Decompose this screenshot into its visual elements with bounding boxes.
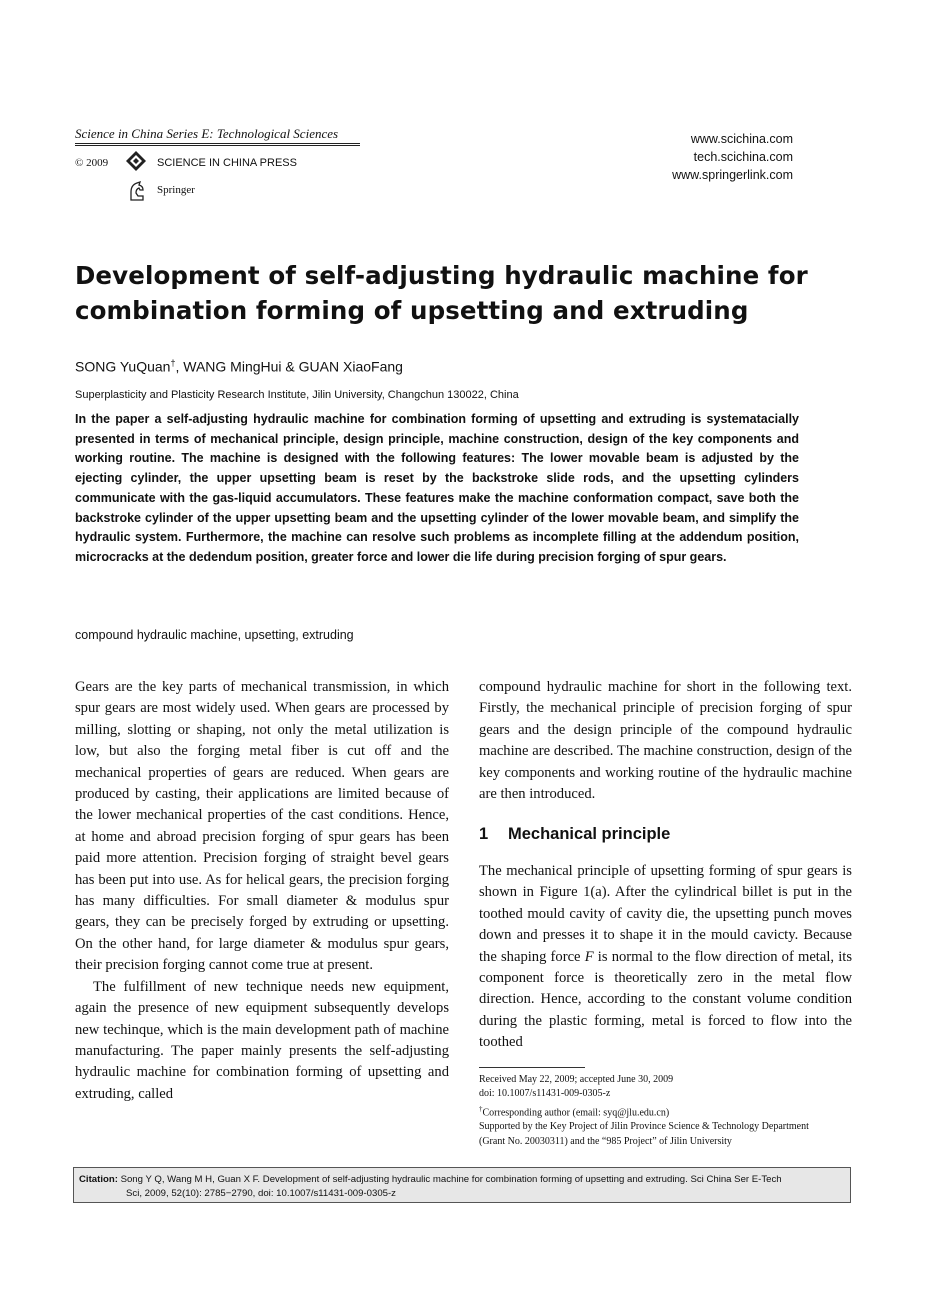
paper-title <box>75 258 865 328</box>
affiliation: Superplasticity and Plasticity Research Institute, Jilin University, Changchun 130022, China <box>75 389 519 401</box>
citation-line <box>79 1173 849 1187</box>
citation-line: Sci, 2009, 52(10): 2785−2790, doi: 10.1007/s11431-009-0305-z <box>126 1188 396 1199</box>
author-name: SONG YuQuan <box>75 358 171 375</box>
abstract: In the paper a self-adjusting hydraulic machine for combination forming of upsetting and extruding is systematacially presented in terms of mechanical principle, design principle, machine construction, design of the key components and working routine. The machine is designed with the following features: The lower movable beam is adjusted by the ejecting cylinder, the upper upsetting beam is reset by the backstroke slide rods, and the upsetting cylinders communicate with the gas-liquid accumulators. These features make the machine conformation compact, save both the backstroke cylinder of the upper upsetting beam and the upsetting cylinder of the lower movable beam, and simplify the hydraulic system. Furthermore, the machine can resolve such problems as incomplete filling at the addendum position, microcracks at the dedendum position, greater force and lower die life during precision forging of spur gears. <box>75 412 799 564</box>
journal-url[interactable]: www.scichina.com <box>690 132 793 146</box>
press-name: SCIENCE IN CHINA PRESS <box>157 157 297 169</box>
journal-name: Science in China Series E: Technological Sciences <box>75 126 339 141</box>
right-column-section <box>479 861 852 1054</box>
title-line: combination forming of upsetting and extruding <box>75 296 749 325</box>
left-column <box>75 677 449 1105</box>
section-title: Mechanical principle <box>508 825 671 843</box>
paragraph-text: The mechanical principle of upsetting forming of spur gears is shown in Figure 1(a). After the cylindrical billet is put in the toothed mould cavity of cavity die, the upsetting punch moves down and presses it to shape it in the mould cavicty. Because the shaping force <box>479 863 852 965</box>
journal-rule <box>75 143 360 144</box>
section-number: 1 <box>479 825 489 843</box>
title-line: Development of self-adjusting hydraulic machine for <box>75 261 808 290</box>
doi: doi: 10.1007/s11431-009-0305-z <box>479 1088 611 1100</box>
journal-url[interactable]: www.springerlink.com <box>672 168 793 182</box>
journal-url[interactable]: tech.scichina.com <box>693 150 793 164</box>
corresponding-author <box>479 1102 859 1121</box>
body-paragraph <box>479 861 852 1054</box>
body-paragraph: The fulfillment of new technique needs new equipment, again the presence of new equipment subsequently develops new techinque, which is the main development path of machine manufacturing. The paper mainly presents the self-adjusting hydraulic machine for combination forming of upsetting and extruding, called <box>75 978 449 1102</box>
science-china-press-logo-icon <box>125 150 147 172</box>
footnote-rule <box>479 1067 585 1068</box>
section-heading <box>479 825 670 844</box>
right-column-intro <box>479 677 852 805</box>
funding-line: Supported by the Key Project of Jilin Province Science & Technology Department <box>479 1121 809 1133</box>
springer-horse-logo-icon <box>127 180 147 202</box>
journal-rule <box>75 145 360 146</box>
received-date: Received May 22, 2009; accepted June 30, 2009 <box>479 1074 674 1085</box>
citation-text <box>79 1173 849 1201</box>
citation-line-text: Song Y Q, Wang M H, Guan X F. Development of self-adjusting hydraulic machine for combination forming of upsetting and extruding. Sci China Ser E-Tech <box>117 1174 782 1185</box>
corresponding-dagger: † <box>170 358 176 368</box>
body-paragraph: Gears are the key parts of mechanical transmission, in which spur gears are most widely used. When gears are processed by milling, slotting or shaping, not only the metal utilization is low, but also the forging metal fiber is cut off and the mechanical properties of gears are reduced. When gears are produced by casting, their applications are limited because of the lower mechanical properties of the cast conditions. Hence, at home and abroad precision forging of spur gears has been paid more attention. Precision forging of straight bevel gears has been put into use. As for helical gears, the precision forging has many difficulties. For small diameter & modulus spur gears, they can be precisely forged by extruding or upsetting. On the other hand, for large diameter & modulus spur gears, their precision forging cannot come true at present. <box>75 679 449 974</box>
corresponding-author-text: Corresponding author (email: syq@jlu.edu.cn) <box>482 1106 670 1118</box>
author-names: , WANG MingHui & GUAN XiaoFang <box>175 358 403 375</box>
authors <box>75 358 403 375</box>
funding-line: (Grant No. 20030311) and the “985 Project” of Jilin University <box>479 1135 732 1147</box>
paragraph-text: is normal to the flow direction of metal, its component force is theoretically zero in the metal flow direction. Hence, according to the constant volume condition during the plastic forming, metal is forced to flow into the toothed <box>479 948 852 1051</box>
footnotes <box>479 1073 859 1149</box>
copyright-year: © 2009 <box>75 157 109 169</box>
variable-f: F <box>584 948 594 965</box>
publisher-name: Springer <box>157 184 195 196</box>
dagger-mark: † <box>479 1104 483 1113</box>
citation-label: Citation: <box>79 1174 118 1185</box>
keywords: compound hydraulic machine, upsetting, extruding <box>75 628 354 642</box>
body-paragraph: compound hydraulic machine for short in the following text. Firstly, the mechanical principle of precision forging of spur gears and the design principle of the compound hydraulic machine are described. The machine construction, design of the key components and working routine of the hydraulic machine are then introduced. <box>479 679 852 803</box>
